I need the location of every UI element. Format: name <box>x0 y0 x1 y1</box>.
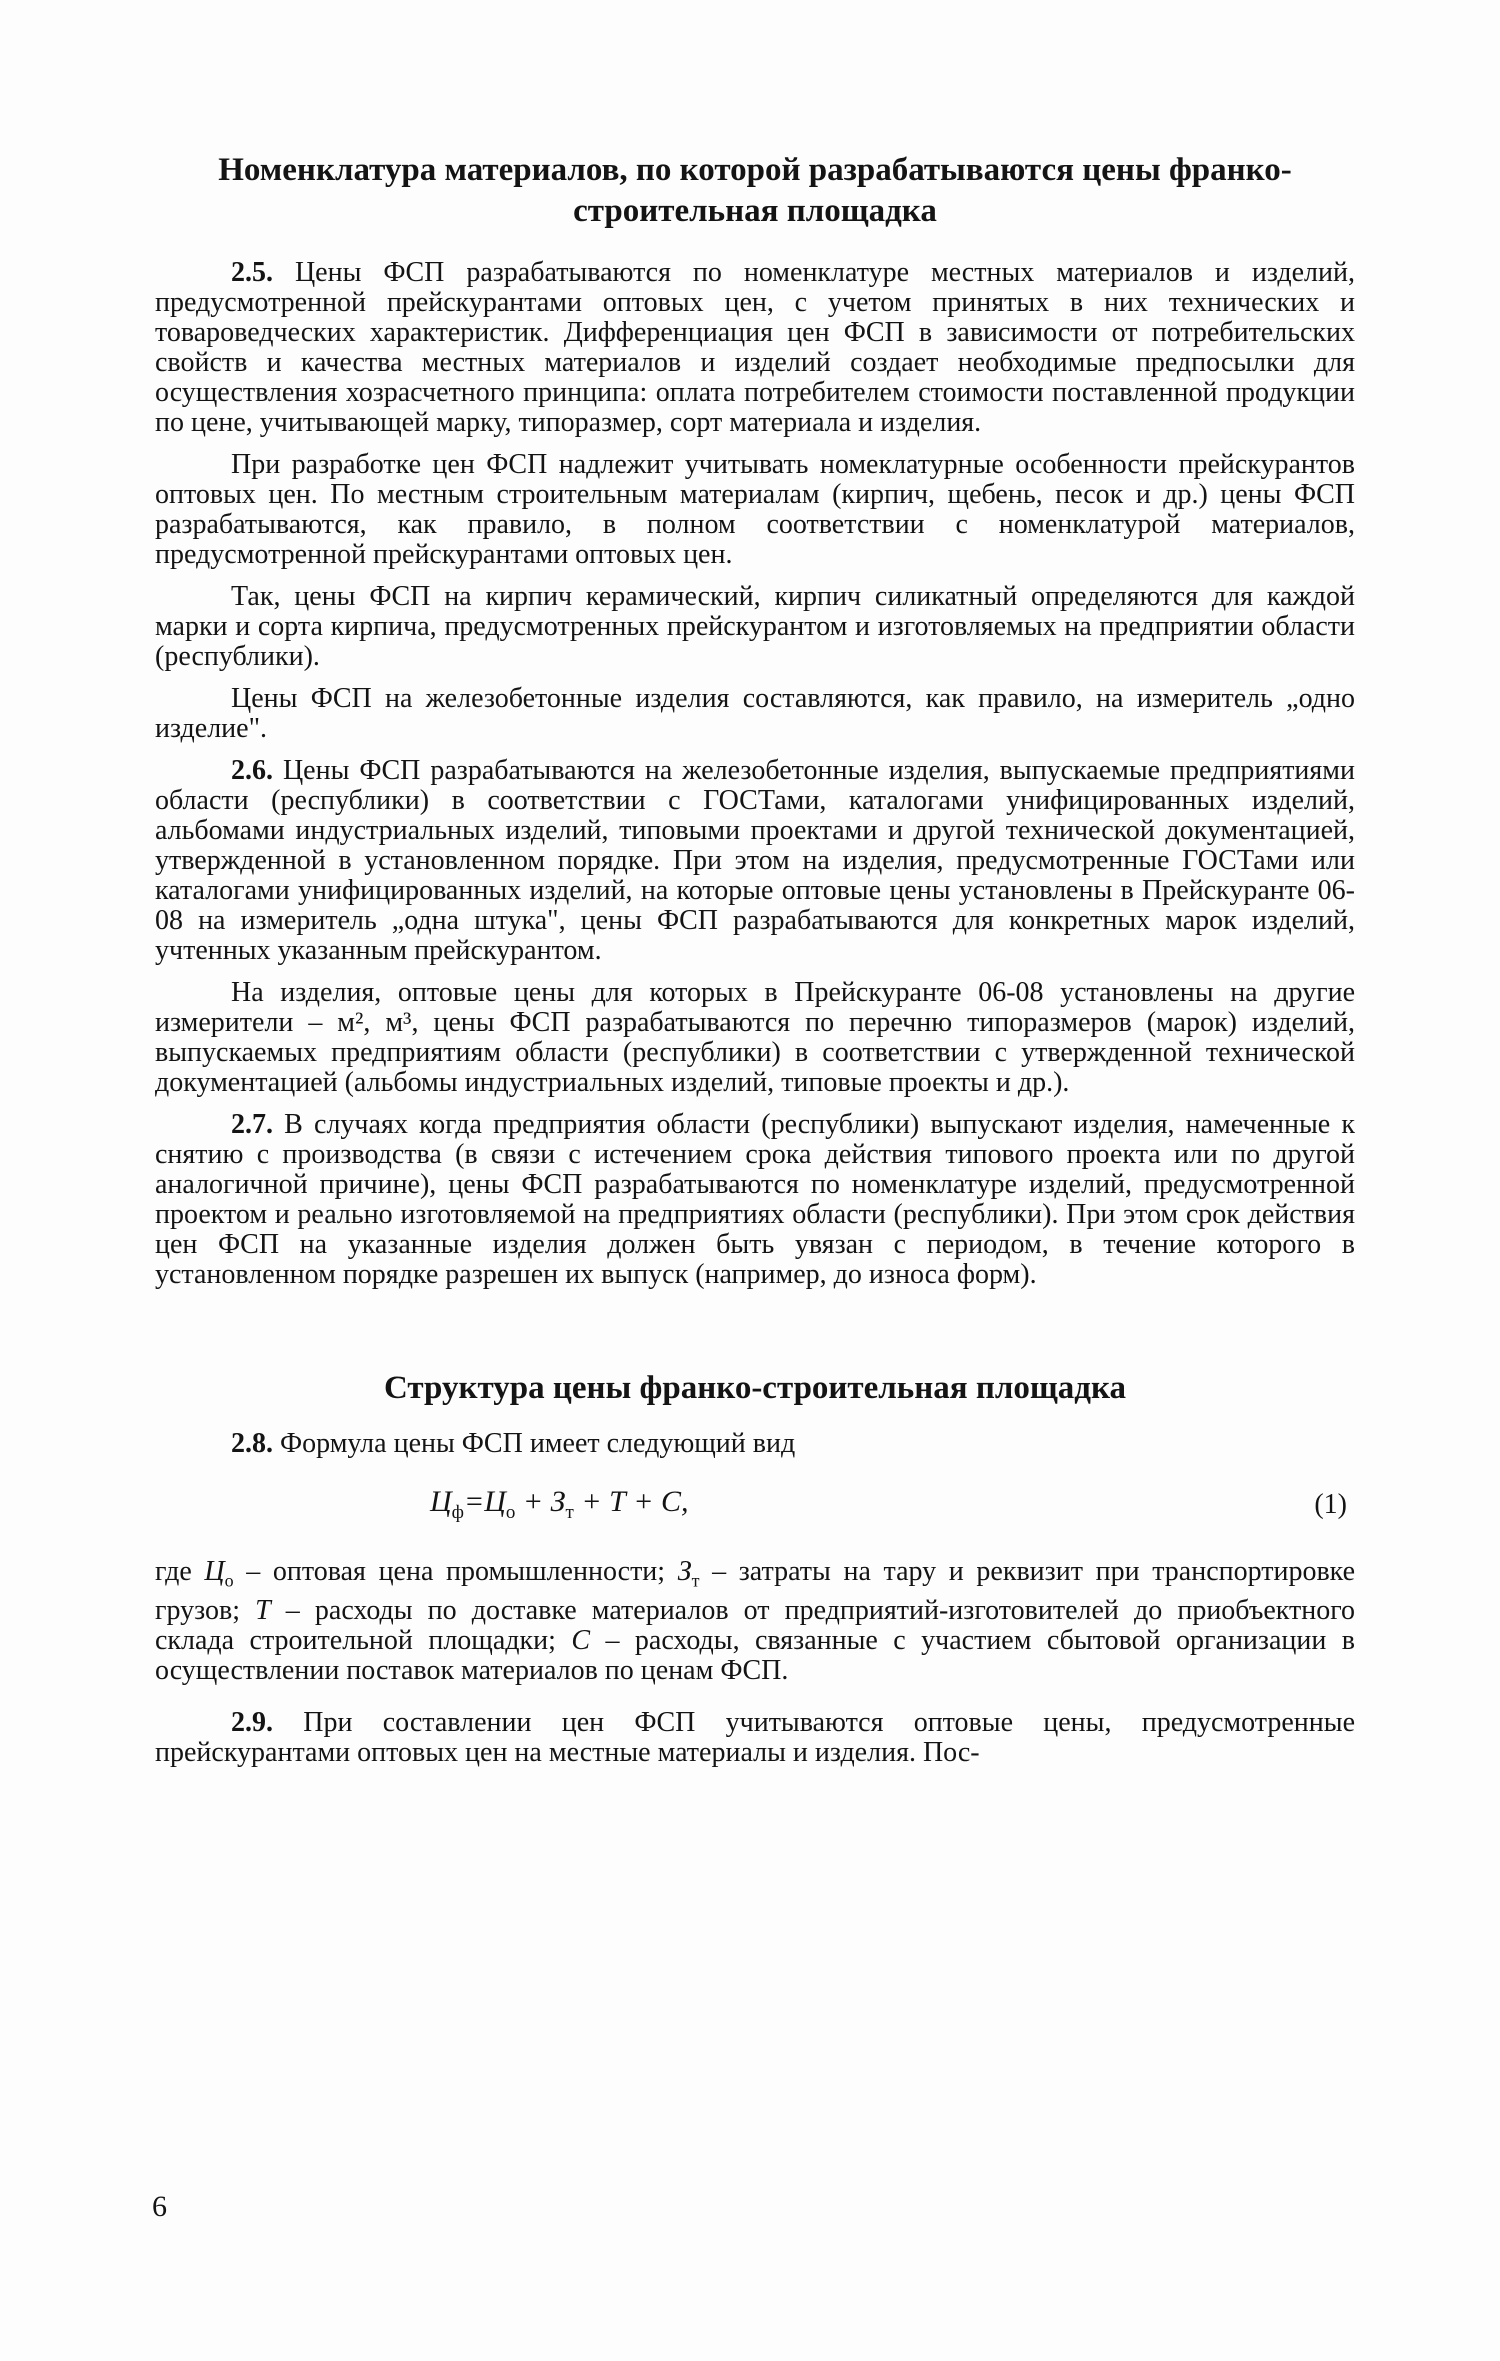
paragraph-number: 2.5. <box>231 257 273 288</box>
page-content <box>155 150 1355 1780</box>
paragraph-number: 2.9. <box>231 1706 273 1738</box>
paragraph-text: При разработке цен ФСП надлежит учитывать номеклатурные особенности прейскурантов оптовых цен. По местным строительным материалам (кирпич, щебень, песок и др.) цены ФСП разрабатываются, как правило, в полном соответствии с номенклатурой материалов, предусмотренной прейскурантами оптовых цен. <box>155 449 1355 570</box>
paragraph <box>155 684 1355 744</box>
paragraph-text: Формула цены ФСП имеет следующий вид <box>273 1428 796 1459</box>
formula-number: (1) <box>1314 1489 1347 1520</box>
paragraph-text: Так, цены ФСП на кирпич керамический, кирпич силикатный определяются для каждой марки и сорта кирпича, предусмотренных прейскурантом и изготовляемых на предприятии области (республики). <box>155 581 1355 672</box>
section-title-nomenclature: Номенклатура материалов, по которой разрабатываются цены франко-строительная площадка <box>218 152 1292 229</box>
paragraph-text: На изделия, оптовые цены для которых в Прейскуранте 06-08 установлены на другие измерители – м², м³, цены ФСП разрабатываются по перечню типоразмеров (марок) изделий, выпускаемых предприятиям области (республики) в соответствии с утвержденной технической документацией (альбомы индустриальных изделий, типовые проекты и др.). <box>155 977 1355 1098</box>
paragraph <box>155 582 1355 672</box>
paragraph-number: 2.8. <box>231 1428 273 1459</box>
formula-row <box>155 1479 1355 1539</box>
page-number: 6 <box>152 2190 167 2223</box>
price-formula: $Ц_ф=Ц_о + З_т + Т + С$, <box>430 1485 689 1523</box>
paragraph-2-9 <box>155 1708 1355 1768</box>
paragraph-text: При составлении цен ФСП учитываются оптовые цены, предусмотренные прейскурантами оптовых цен на местные материалы и изделия. Пос- <box>155 1706 1355 1768</box>
paragraph <box>155 258 1355 438</box>
paragraph-text: Цены ФСП на железобетонные изделия составляются, как правило, на измеритель „одно изделие". <box>155 683 1355 744</box>
paragraph-2-8 <box>155 1429 1355 1459</box>
nomenclature-paragraphs <box>155 258 1355 1290</box>
formula-explanation: где $Ц_о$ – оптовая цена промышленности; $З_т$ – затраты на тару и реквизит при транспортировке грузов; Т – расходы по доставке материалов от предприятий-изготовителей до приобъектного склада строительной площадки; С – расходы, связанные с участием сбытовой организации в осуществлении поставок материалов по ценам ФСП. <box>155 1556 1356 1686</box>
section-title-price-structure: Структура цены франко-строительная площадка <box>384 1370 1126 1406</box>
paragraph-text: Цены ФСП разрабатываются по номенклатуре местных материалов и изделий, предусмотренной прейскурантами оптовых цен, с учетом принятых в них технических и товароведческих характеристик. Дифференциация цен ФСП в зависимости от потребительских свойств и качества местных материалов и изделий создает необходимые предпосылки для осуществления хозрасчетного принципа: оплата потребителем стоимости поставленной продукции по цене, учитывающей марку, типоразмер, сорт материала и изделия. <box>155 257 1355 438</box>
paragraph <box>155 978 1355 1098</box>
paragraph <box>155 1110 1355 1290</box>
paragraph <box>155 756 1355 966</box>
paragraph <box>155 450 1355 570</box>
paragraph-text: Цены ФСП разрабатываются на железобетонные изделия, выпускаемые предприятиями области (республики) в соответствии с ГОСТами, каталогами унифицированных изделий, альбомами индустриальных изделий, типовыми проектами и другой технической документацией, утвержденной в установленном порядке. При этом на изделия, предусмотренные ГОСТами или каталогами унифицированных изделий, на которые оптовые цены установлены в Прейскуранте 06-08 на измеритель „одна штука", цены ФСП разрабатываются для конкретных марок изделий, учтенных указанным прейскурантом. <box>155 755 1355 966</box>
paragraph-text: В случаях когда предприятия области (республики) выпускают изделия, намеченные к снятию с производства (в связи с истечением срока действия типового проекта или по другой аналогичной причине), цены ФСП разрабатываются по номенклатуре изделий, предусмотренной проектом и реально изготовляемой на предприятиях области (республики). При этом срок действия цен ФСП на указанные изделия должен быть увязан с периодом, в течение которого в установленном порядке разрешен их выпуск (например, до износа форм). <box>155 1109 1355 1290</box>
paragraph-number: 2.7. <box>231 1109 273 1140</box>
paragraph-number: 2.6. <box>231 755 273 786</box>
